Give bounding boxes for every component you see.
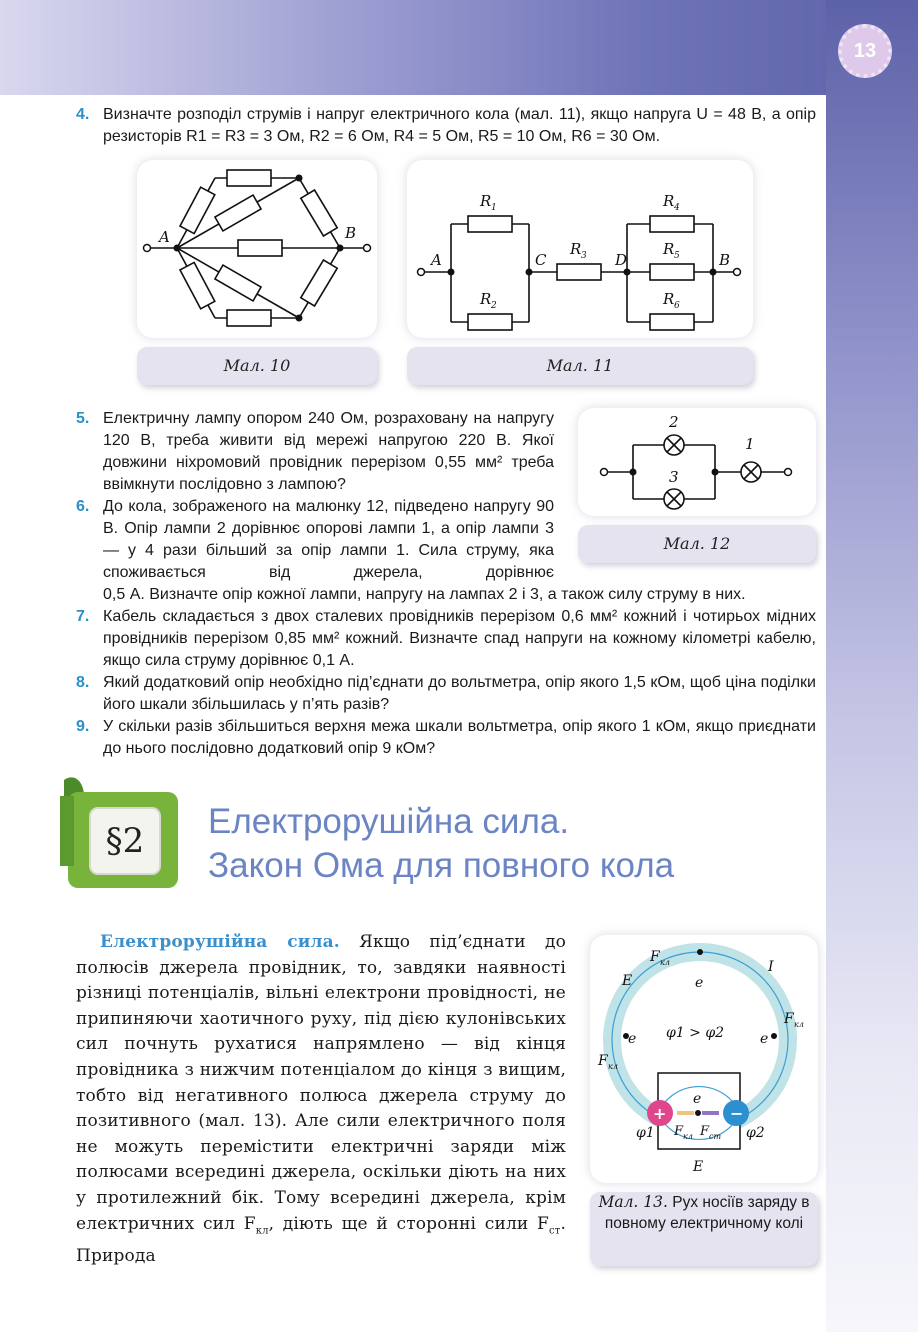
e-left: e (628, 1031, 637, 1047)
problem-text: Електричну лампу опором 240 Ом, розраховану на напругу 120 В, треба живити від мережі напругою 220 В. Якої довжини ніхромовий провідник перерізом 0,55 мм² треба ввімкнути послідовно з лампою? (103, 410, 554, 493)
phi1-label: φ1 (636, 1125, 655, 1141)
label-a: A (159, 228, 170, 246)
fkl-left: F (598, 1053, 608, 1069)
problem-text: До кола, зображеного на малюнку 12, підведено напругу 90 В. Опір лампи 2 дорівнює опорові лампи 1, а опір лампи 3 — у 4 рази більший за опір лампи 1. Сила струму, яка споживається від джерела, дорівнює (103, 498, 554, 581)
label-r6: R (663, 290, 675, 308)
fkl-top-sub: кл (660, 958, 670, 967)
fst-source: F (700, 1124, 710, 1139)
body-sub-st: ст (549, 1224, 561, 1236)
problem-9 (76, 716, 816, 760)
label-d: D (615, 251, 628, 269)
problem-5 (76, 408, 554, 496)
figure-11-diagram (407, 160, 753, 338)
e-right: e (760, 1031, 769, 1047)
label-r3: R (570, 240, 582, 258)
body-lead: Електрорушійна сила. (100, 932, 340, 952)
problem-8 (76, 672, 816, 716)
body-text-mid: , діють ще й сторонні сили F (268, 1213, 549, 1234)
label-c: C (535, 251, 547, 269)
problem-6-continued (76, 584, 816, 606)
problem-number: 5. (76, 410, 90, 427)
problem-number: 8. (76, 674, 90, 691)
right-decoration (826, 0, 918, 1332)
e-source: e (693, 1091, 702, 1107)
body-text: Якщо під’єднати до полюсів джерела провідник, то, завдяки наявності різниці потенціалів, вільні електрони провідності, не припиняючи хаотичного руху, під дією кулонівських сил почнуть рухатися напрямлено — від кінця провідника з нижчим потенціалом до кінця з вищим, тобто від негативного полюса джерела струму до позитивного (мал. 13). Але сили електричного поля не можуть перемістити електричні заряди між полюсами всередині джерела, оскільки діють на них у протилежний бік. Тому всередині джерела, крім електричних сил F (76, 932, 566, 1234)
problem-text: Кабель складається з двох сталевих провідників перерізом 0,6 мм² кожний і чотирьох мідних провідників перерізом 0,85 мм² кожний. Визначте спад напруги на кожному кілометрі кабелю, якщо сила струму дорівнює 0,1 А. (103, 608, 816, 669)
problem-4 (76, 104, 816, 148)
label-b: B (719, 251, 731, 269)
label-r1: R (480, 192, 492, 210)
fkl-source-sub: кл (683, 1132, 693, 1141)
fkl-right: F (784, 1011, 794, 1027)
figure-12-diagram (578, 408, 816, 516)
problem-6 (76, 496, 554, 584)
figure-11-caption: Мал. 11 (407, 347, 753, 385)
section-number: §2 (105, 821, 145, 861)
lamp-1-label: 1 (745, 435, 755, 453)
fkl-right-sub: кл (794, 1020, 804, 1029)
problem-number: 6. (76, 498, 90, 515)
figure-12-caption: Мал. 12 (578, 525, 816, 563)
problem-number: 7. (76, 608, 90, 625)
figure-13-caption (590, 1192, 818, 1266)
label-r2-sub: 2 (491, 301, 497, 311)
phi2-label: φ2 (746, 1125, 765, 1141)
problem-text: 0,5 А. Визначте опір кожної лампи, напругу на лампах 2 і 3, а також силу струму в них. (103, 586, 746, 603)
body-sub-kl: кл (255, 1224, 269, 1236)
label-r1-sub: 1 (491, 203, 497, 213)
figure-13-diagram (590, 935, 818, 1183)
fkl-left-sub: кл (608, 1062, 618, 1071)
problem-number: 9. (76, 718, 90, 735)
top-banner (0, 0, 918, 95)
label-r6-sub: 6 (674, 301, 680, 311)
e-field-top: E (622, 973, 633, 989)
lamp-2-label: 2 (669, 413, 679, 431)
figure-13-caption-prefix: Мал. 13. (598, 1193, 668, 1211)
label-r4-sub: 4 (674, 203, 680, 213)
label-r5-sub: 5 (674, 251, 680, 261)
problem-text: Який додатковий опір необхідно під’єднати до вольтметра, опір якого 1,5 кОм, щоб ціна поділки його шкали збільшилась у п’ять разів? (103, 674, 816, 713)
e-top: e (695, 975, 704, 991)
label-r4: R (663, 192, 675, 210)
current-label: I (768, 959, 774, 975)
figure-12 (578, 408, 816, 516)
lamp-3-label: 3 (669, 468, 679, 486)
section-title-line1: Електрорушійна сила. (208, 802, 570, 841)
label-b: B (345, 224, 357, 242)
section-title-line2: Закон Ома для повного кола (208, 846, 675, 885)
problem-7 (76, 606, 816, 672)
label-r5: R (663, 240, 675, 258)
phi-compare: φ1 > φ2 (666, 1025, 725, 1041)
problem-text: У скільки разів збільшиться верхня межа шкали вольтметра, опір якого 1 кОм, якщо приєднати до нього послідовно додатковий опір 9 кОм? (103, 718, 816, 757)
figure-13-caption-text: Рух носіїв заряду в повному електричному колі (604, 1194, 810, 1232)
problem-number: 4. (76, 106, 90, 123)
section-title (208, 800, 674, 888)
fkl-source: F (674, 1124, 684, 1139)
label-r3-sub: 3 (581, 251, 587, 261)
figure-11 (407, 160, 753, 338)
minus-pole: − (730, 1104, 744, 1123)
body-paragraph (76, 930, 566, 1269)
problem-text: Визначте розподіл струмів і напруг електричного кола (мал. 11), якщо напруга U = 48 В, а опір резисторів R1 = R3 = 3 Ом, R2 = 6 Ом, R4 = 5 Ом, R5 = 10 Ом, R6 = 30 Ом. (103, 106, 816, 145)
label-r2: R (480, 290, 492, 308)
figure-10 (137, 160, 377, 338)
figure-10-diagram (137, 160, 377, 338)
page-number: 13 (838, 24, 892, 78)
e-field-bottom: E (693, 1159, 704, 1175)
body-text-end: . Природа (76, 1213, 566, 1266)
fkl-top: F (650, 949, 660, 965)
section-ribbon (54, 774, 182, 892)
plus-pole: + (653, 1104, 667, 1123)
figure-10-caption: Мал. 10 (137, 347, 377, 385)
figure-13 (590, 935, 818, 1183)
fst-source-sub: ст (709, 1132, 722, 1141)
label-a: A (431, 251, 442, 269)
